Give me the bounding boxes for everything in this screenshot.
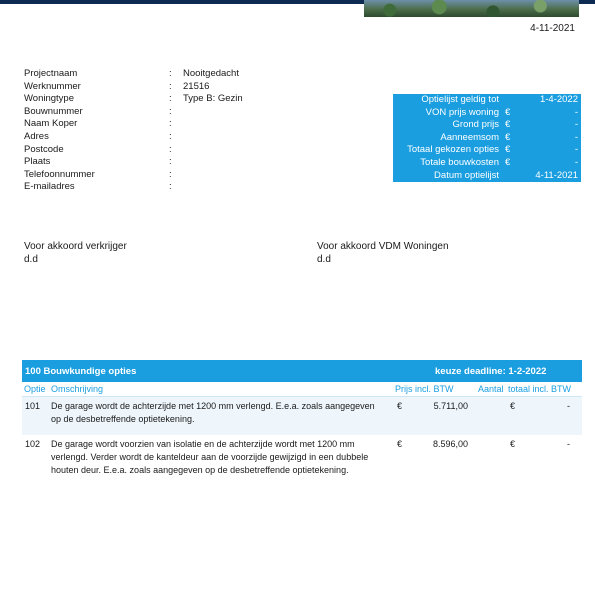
option-description: De garage wordt de achterzijde met 1200 mm verlengd. E.e.a. zoals aangegeven op de desbetreffende optietekening.: [51, 401, 375, 424]
option-price: 8.596,00: [432, 439, 468, 449]
info-label: Werknummer: [24, 80, 81, 92]
info-colon: :: [169, 80, 172, 92]
info-row-emailadres: [24, 181, 354, 194]
info-value: [183, 181, 354, 194]
price-currency: €: [397, 439, 403, 449]
info-label: Naam Koper: [24, 118, 78, 130]
summary-label: Totaal gekozen opties: [407, 144, 499, 156]
signature-date-label: d.d: [317, 254, 331, 265]
summary-row-geldig-tot: [393, 94, 581, 107]
signature-date-label: d.d: [24, 254, 38, 265]
info-row-werknummer: [24, 81, 354, 94]
summary-value: -: [574, 131, 578, 143]
summary-value: -: [574, 144, 578, 156]
summary-currency: [505, 170, 519, 183]
column-header-optie: Optie: [24, 384, 46, 394]
info-label: Adres: [24, 130, 49, 142]
info-colon: :: [169, 181, 172, 193]
info-row-bouwnummer: [24, 106, 354, 119]
summary-label: Totale bouwkosten: [420, 156, 499, 168]
info-colon: :: [169, 93, 172, 105]
info-colon: :: [169, 105, 172, 117]
info-label: Projectnaam: [24, 68, 78, 79]
info-colon: :: [169, 130, 172, 142]
info-label: Telefoonnummer: [24, 168, 95, 180]
option-price: 5.711,00: [433, 401, 468, 411]
total-currency: €: [510, 401, 516, 411]
info-colon: :: [169, 143, 172, 155]
total-currency: €: [510, 439, 516, 449]
section-title: 100 Bouwkundige opties: [25, 366, 137, 377]
summary-row-bouwkosten: [393, 157, 581, 170]
price-currency: €: [397, 401, 403, 411]
info-colon: :: [169, 118, 172, 130]
section-deadline: keuze deadline: 1-2-2022: [435, 366, 547, 377]
summary-label: Aanneemsom: [440, 131, 499, 143]
summary-currency: €: [505, 144, 511, 156]
summary-label: Grond prijs: [452, 119, 499, 131]
info-value: 21516: [183, 80, 210, 92]
info-row-naam-koper: [24, 118, 354, 131]
info-colon: :: [169, 168, 172, 180]
option-code: 102: [25, 439, 41, 449]
info-value: [183, 118, 354, 131]
info-value: [183, 156, 354, 169]
info-value: [183, 144, 354, 157]
info-value: [183, 169, 354, 182]
summary-label: VON prijs woning: [425, 106, 499, 118]
info-label: E-mailadres: [24, 181, 75, 193]
summary-row-von-prijs: [393, 107, 581, 120]
option-total: -: [567, 401, 570, 411]
table-row: [22, 397, 582, 435]
info-colon: :: [169, 68, 172, 79]
info-value: [183, 106, 354, 119]
summary-row-datum: [393, 170, 581, 183]
column-header-omschrijving: Omschrijving: [51, 384, 104, 394]
column-header-row: [22, 382, 582, 397]
table-row: [22, 435, 582, 483]
summary-label: Optielijst geldig tot: [421, 94, 499, 105]
info-row-projectnaam: [24, 68, 354, 81]
signature-vdm: [317, 240, 449, 266]
info-label: Postcode: [24, 143, 64, 155]
section-header: [22, 360, 582, 382]
summary-value: -: [574, 106, 578, 118]
info-label: Plaats: [24, 156, 51, 168]
summary-row-aanneemsom: [393, 132, 581, 145]
header-photo: [364, 0, 579, 17]
summary-currency: €: [505, 131, 511, 143]
summary-row-gekozen-opties: [393, 144, 581, 157]
summary-currency: €: [505, 106, 511, 118]
signature-buyer: [24, 240, 127, 266]
info-colon: :: [169, 156, 172, 168]
option-total: -: [567, 439, 570, 449]
info-value: Type B: Gezin: [183, 93, 243, 105]
option-code: 101: [25, 401, 41, 411]
signature-title: Voor akkoord verkrijger: [24, 241, 127, 252]
info-value: Nooitgedacht: [183, 68, 239, 79]
summary-row-grond-prijs: [393, 119, 581, 132]
column-header-totaal: totaal incl. BTW: [508, 384, 572, 394]
info-row-telefoonnummer: [24, 169, 354, 182]
summary-box: [393, 94, 581, 182]
info-value: [183, 131, 354, 144]
option-description: De garage wordt voorzien van isolatie en de achterzijde wordt met 1200 mm verlengd. Verder wordt de kanteldeur aan de voorzijde gewijzigd in een dubbele houten deur. E.e.a. zoals aangegeven op de desbetreffende optietekening.: [51, 439, 369, 475]
info-label: Bouwnummer: [24, 105, 83, 117]
project-info: [24, 68, 354, 194]
info-row-adres: [24, 131, 354, 144]
summary-value: 1-4-2022: [539, 94, 578, 105]
summary-value: -: [574, 156, 578, 168]
summary-currency: [505, 94, 519, 107]
summary-currency: €: [505, 156, 511, 168]
info-row-plaats: [24, 156, 354, 169]
document-date: 4-11-2021: [530, 23, 575, 34]
info-label: Woningtype: [24, 93, 74, 105]
signature-title: Voor akkoord VDM Woningen: [317, 241, 449, 252]
summary-value: 4-11-2021: [535, 169, 578, 181]
info-row-postcode: [24, 144, 354, 157]
summary-label: Datum optielijst: [434, 169, 499, 181]
column-header-aantal: Aantal: [478, 384, 504, 394]
info-row-woningtype: [24, 93, 354, 106]
summary-currency: €: [505, 119, 511, 131]
summary-value: -: [574, 119, 578, 131]
column-header-prijs: Prijs incl. BTW: [395, 384, 454, 394]
